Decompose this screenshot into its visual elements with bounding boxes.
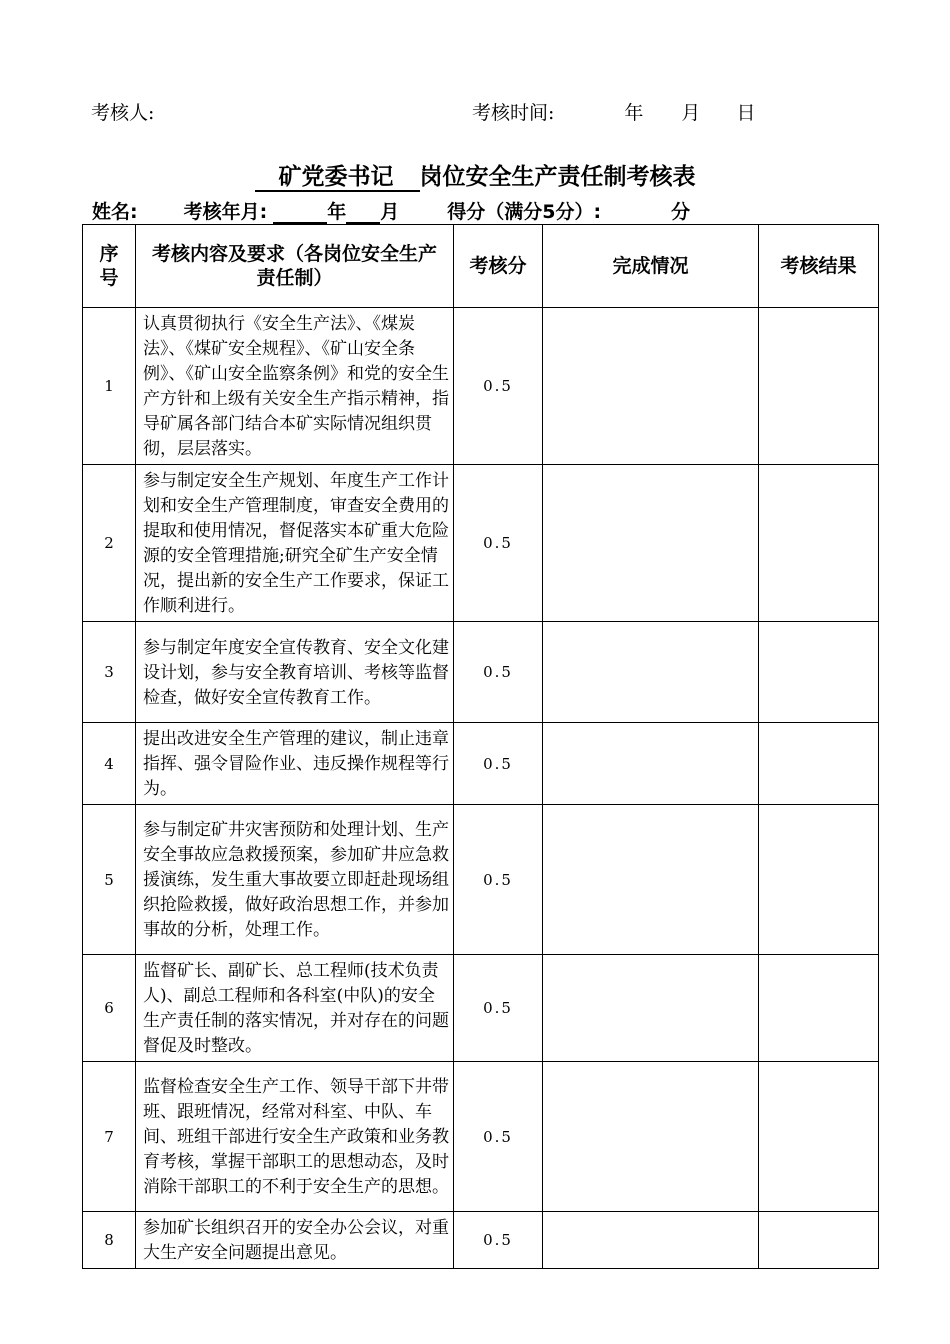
row-completion[interactable] [543, 955, 759, 1062]
table-row [83, 1062, 879, 1212]
info-line [92, 197, 690, 224]
assessment-table [82, 224, 879, 1269]
row-result[interactable] [759, 1212, 879, 1269]
score-unit: 分 [671, 201, 691, 223]
row-no: 4 [83, 723, 136, 805]
row-score: 0.5 [454, 1212, 543, 1269]
header-content: 考核内容及要求（各岗位安全生产责任制） [136, 225, 454, 308]
row-score: 0.5 [454, 622, 543, 723]
period-label: 考核年月: [183, 201, 268, 223]
row-content: 监督矿长、副矿长、总工程师(技术负责人)、副总工程师和各科室(中队)的安全生产责任制的落实情况，并对存在的问题督促及时整改。 [136, 955, 454, 1062]
row-completion[interactable] [543, 723, 759, 805]
row-score: 0.5 [454, 805, 543, 955]
time-label: 考核时间: [472, 102, 555, 124]
time-month: 月 [681, 102, 701, 124]
row-score: 0.5 [454, 465, 543, 622]
table-row [83, 1212, 879, 1269]
row-content: 参与制定安全生产规划、年度生产工作计划和安全生产管理制度，审查安全费用的提取和使用情况，督促落实本矿重大危险源的安全管理措施;研究全矿生产安全情况，提出新的安全生产工作要求，保证工作顺利进行。 [136, 465, 454, 622]
assessment-time [472, 98, 755, 125]
row-completion[interactable] [543, 308, 759, 465]
time-day: 日 [736, 102, 756, 124]
row-no: 2 [83, 465, 136, 622]
table-row [83, 465, 879, 622]
row-content: 参加矿长组织召开的安全办公会议，对重大生产安全问题提出意见。 [136, 1212, 454, 1269]
table-row [83, 955, 879, 1062]
table-row [83, 308, 879, 465]
row-no: 3 [83, 622, 136, 723]
row-score: 0.5 [454, 955, 543, 1062]
score-label: 得分（满分5分）: [447, 201, 602, 223]
row-content: 参与制定年度安全宣传教育、安全文化建设计划，参与安全教育培训、考核等监督检查，做好安全宣传教育工作。 [136, 622, 454, 723]
row-result[interactable] [759, 805, 879, 955]
header-result: 考核结果 [759, 225, 879, 308]
row-content: 提出改进安全生产管理的建议，制止违章指挥、强令冒险作业、违反操作规程等行为。 [136, 723, 454, 805]
name-label: 姓名: [92, 201, 138, 223]
assessor-label: 考核人: [91, 102, 155, 124]
row-no: 6 [83, 955, 136, 1062]
time-year: 年 [624, 102, 644, 124]
row-completion[interactable] [543, 622, 759, 723]
period-year-blank[interactable] [273, 202, 327, 224]
table-row [83, 622, 879, 723]
table-row [83, 805, 879, 955]
row-completion[interactable] [543, 805, 759, 955]
row-no: 7 [83, 1062, 136, 1212]
row-no: 1 [83, 308, 136, 465]
row-result[interactable] [759, 723, 879, 805]
row-score: 0.5 [454, 308, 543, 465]
header-completion: 完成情况 [543, 225, 759, 308]
table-header-row [83, 225, 879, 308]
row-content: 认真贯彻执行《安全生产法》、《煤炭法》、《煤矿安全规程》、《矿山安全条例》、《矿山安全监察条例》和党的安全生产方针和上级有关安全生产指示精神，指导矿属各部门结合本矿实际情况组织贯彻，层层落实。 [136, 308, 454, 465]
page-title [0, 158, 950, 192]
row-completion[interactable] [543, 1212, 759, 1269]
row-result[interactable] [759, 465, 879, 622]
row-no: 5 [83, 805, 136, 955]
row-result[interactable] [759, 955, 879, 1062]
row-content: 监督检查安全生产工作、领导干部下井带班、跟班情况，经常对科室、中队、车间、班组干部进行安全生产政策和业务教育考核，掌握干部职工的思想动态，及时消除干部职工的不利于安全生产的思想。 [136, 1062, 454, 1212]
title-text: 岗位安全生产责任制考核表 [419, 164, 696, 190]
period-month-blank[interactable] [346, 202, 380, 224]
row-score: 0.5 [454, 1062, 543, 1212]
row-no: 8 [83, 1212, 136, 1269]
row-content: 参与制定矿井灾害预防和处理计划、生产安全事故应急救援预案，参加矿井应急救援演练，发生重大事故要立即赶赴现场组织抢险救援，做好政治思想工作，并参加事故的分析，处理工作。 [136, 805, 454, 955]
row-score: 0.5 [454, 723, 543, 805]
table-row [83, 723, 879, 805]
header-no: 序号 [83, 225, 136, 308]
row-completion[interactable] [543, 1062, 759, 1212]
row-result[interactable] [759, 1062, 879, 1212]
row-completion[interactable] [543, 465, 759, 622]
title-position: 矿党委书记 [255, 164, 420, 192]
row-result[interactable] [759, 622, 879, 723]
header-score: 考核分 [454, 225, 543, 308]
period-month: 月 [380, 201, 400, 223]
period-year: 年 [327, 201, 347, 223]
row-result[interactable] [759, 308, 879, 465]
